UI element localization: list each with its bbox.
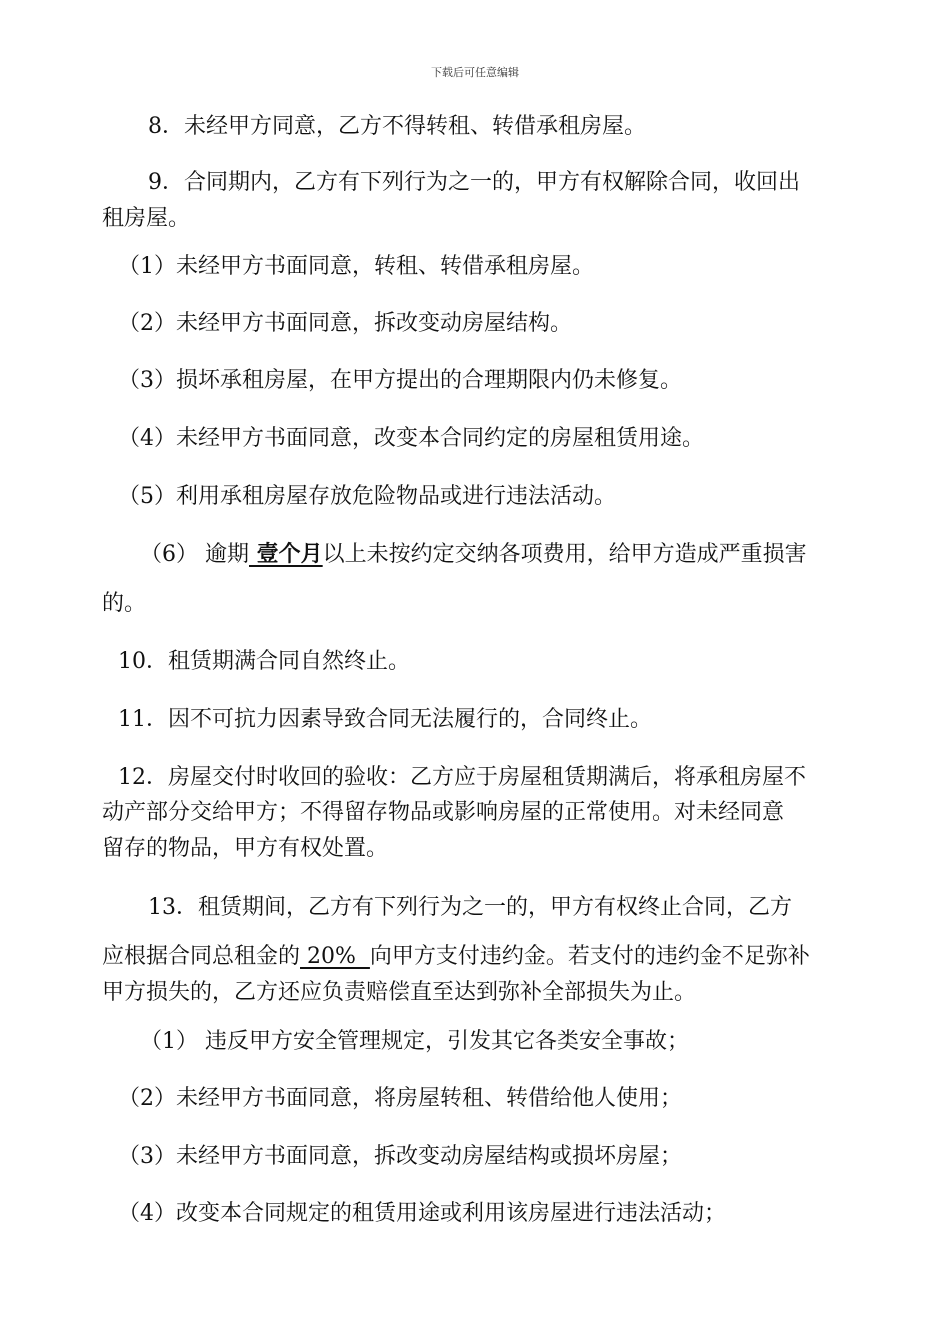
- clause-13-item-3: （3）未经甲方书面同意，拆改变动房屋结构或损坏房屋；: [118, 1144, 682, 1169]
- overdue-period-field: 壹个月: [249, 541, 323, 567]
- clause-9-item-2: （2）未经甲方书面同意，拆改变动房屋结构。: [118, 311, 572, 336]
- clause-9-item-6: [0, 539, 950, 570]
- clause-13-line-3: 甲方损失的，乙方还应负责赔偿直至达到弥补全部损失为止。: [102, 980, 697, 1005]
- clause-13-line-1: 13．租赁期间，乙方有下列行为之一的，甲方有权终止合同，乙方: [148, 895, 792, 920]
- clause-13-line-2: [0, 942, 950, 972]
- clause-9-item-6-line-2: 的。: [102, 591, 147, 616]
- clause-9-item-3: （3）损坏承租房屋，在甲方提出的合理期限内仍未修复。: [118, 368, 682, 393]
- clause-9-line-2: 租房屋。: [102, 206, 191, 231]
- clause-10: 10．租赁期满合同自然终止。: [118, 649, 410, 674]
- clause-9-line-1: 9．合同期内，乙方有下列行为之一的，甲方有权解除合同，收回出: [148, 170, 800, 195]
- clause-11: 11．因不可抗力因素导致合同无法履行的，合同终止。: [118, 707, 652, 732]
- clause-12-line-3: 留存的物品，甲方有权处置。: [102, 836, 389, 861]
- clause-9-item-1: （1）未经甲方书面同意，转租、转借承租房屋。: [118, 254, 594, 279]
- clause-9-item-6-prefix: （6） 逾期: [140, 542, 249, 567]
- clause-12-line-2: 动产部分交给甲方；不得留存物品或影响房屋的正常使用。对未经同意: [102, 800, 785, 825]
- clause-9-item-4: （4）未经甲方书面同意，改变本合同约定的房屋租赁用途。: [118, 426, 704, 451]
- clause-13-line-2-prefix: 应根据合同总租金的: [102, 944, 301, 969]
- clause-12-line-1: 12．房屋交付时收回的验收：乙方应于房屋租赁期满后，将承租房屋不: [118, 765, 806, 790]
- clause-13-line-2-suffix: 向甲方支付违约金。若支付的违约金不足弥补: [369, 944, 810, 969]
- clause-13-item-1: （1） 违反甲方安全管理规定，引发其它各类安全事故；: [140, 1029, 689, 1054]
- penalty-percent-field: 20%: [300, 944, 370, 969]
- clause-13-item-2: （2）未经甲方书面同意，将房屋转租、转借给他人使用；: [118, 1086, 682, 1111]
- page-header: 下载后可任意编辑: [431, 66, 519, 79]
- clause-8: 8．未经甲方同意，乙方不得转租、转借承租房屋。: [148, 114, 646, 139]
- clause-9-item-6-suffix: 以上未按约定交纳各项费用，给甲方造成严重损害: [322, 542, 807, 567]
- clause-9-item-5: （5）利用承租房屋存放危险物品或进行违法活动。: [118, 484, 616, 509]
- clause-13-item-4: （4）改变本合同规定的租赁用途或利用该房屋进行违法活动；: [118, 1201, 726, 1226]
